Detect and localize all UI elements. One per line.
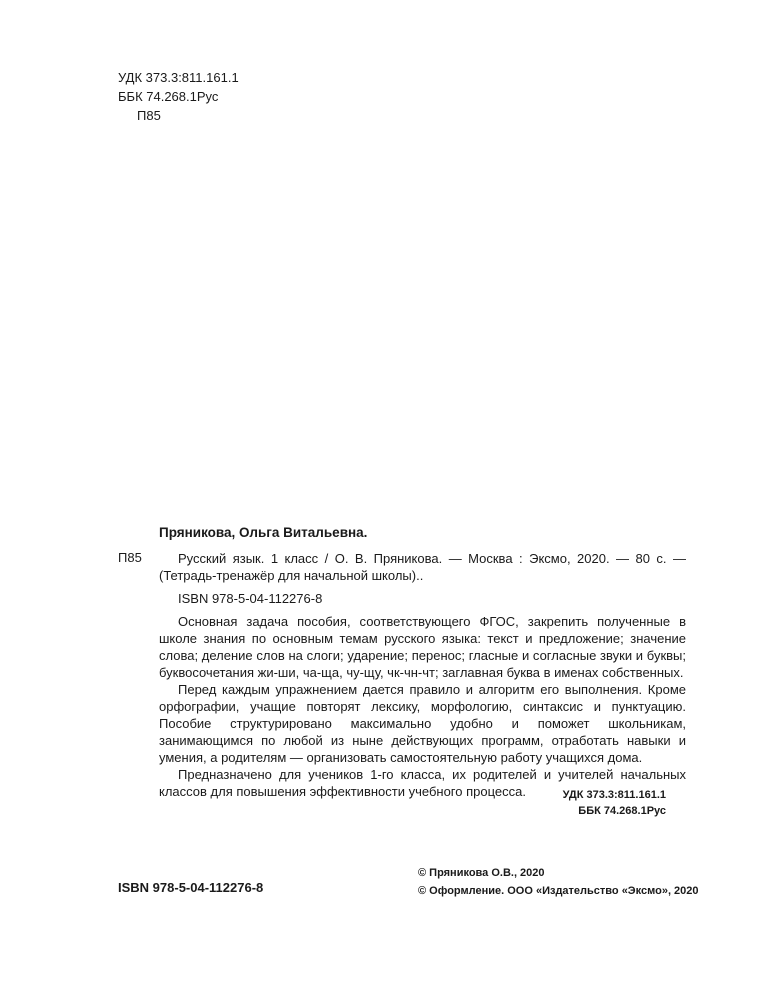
card-paragraph: Предназначено для учеников 1-го класса, их родителей и учителей начальных классов для повышения эффективности учебного процесса. — [159, 767, 686, 799]
copyright-design: © Оформление. ООО «Издательство «Эксмо», 2020 — [418, 885, 699, 897]
card-isbn: ISBN 978-5-04-112276-8 — [178, 591, 323, 606]
card-author: Пряникова, Ольга Витальевна. — [159, 525, 368, 540]
top-classification-block — [118, 68, 239, 125]
footer-isbn: ISBN 978-5-04-112276-8 — [118, 880, 264, 895]
bbk-code: ББК 74.268.1Рус — [118, 89, 219, 104]
card-paragraph: Основная задача пособия, соответствующего ФГОС, закрепить полученные в школе знания по основным темам русского языка: текст и предложение; значение слова; деление слов на слоги; ударение; перенос; гласные и согласные звуки и буквы; буквосочетания жи-ши, ча-ща, чу-щу, чк-чн-чт; заглавная буква в именах собственных. — [159, 614, 686, 680]
card-udk: УДК 373.3:811.161.1 — [562, 789, 666, 801]
author-mark: П85 — [137, 108, 161, 123]
copyright-author: © Пряникова О.В., 2020 — [418, 867, 545, 879]
card-title-line: Русский язык. 1 класс / О. В. Пряникова. — Москва : Эксмо, 2020. — 80 с. — (Тетрадь-тренажёр для начальной школы).. — [159, 551, 686, 583]
card-side-mark: П85 — [118, 550, 142, 565]
card-classification-codes — [500, 787, 686, 819]
udk-code: УДК 373.3:811.161.1 — [118, 70, 239, 85]
catalog-card — [159, 550, 686, 800]
card-paragraph: Перед каждым упражнением дается правило и алгоритм его выполнения. Кроме орфографии, учащие повторят лексику, морфологию, синтаксис и пунктуацию. Пособие структурировано максимально удобно и поможет школьникам, занимающимся по любой из ныне действующих программ, отработать навыки и умения, а родителям — организовать самостоятельную работу учащихся дома. — [159, 682, 686, 765]
card-bbk: ББК 74.268.1Рус — [578, 805, 666, 817]
copyright-block — [418, 864, 699, 900]
